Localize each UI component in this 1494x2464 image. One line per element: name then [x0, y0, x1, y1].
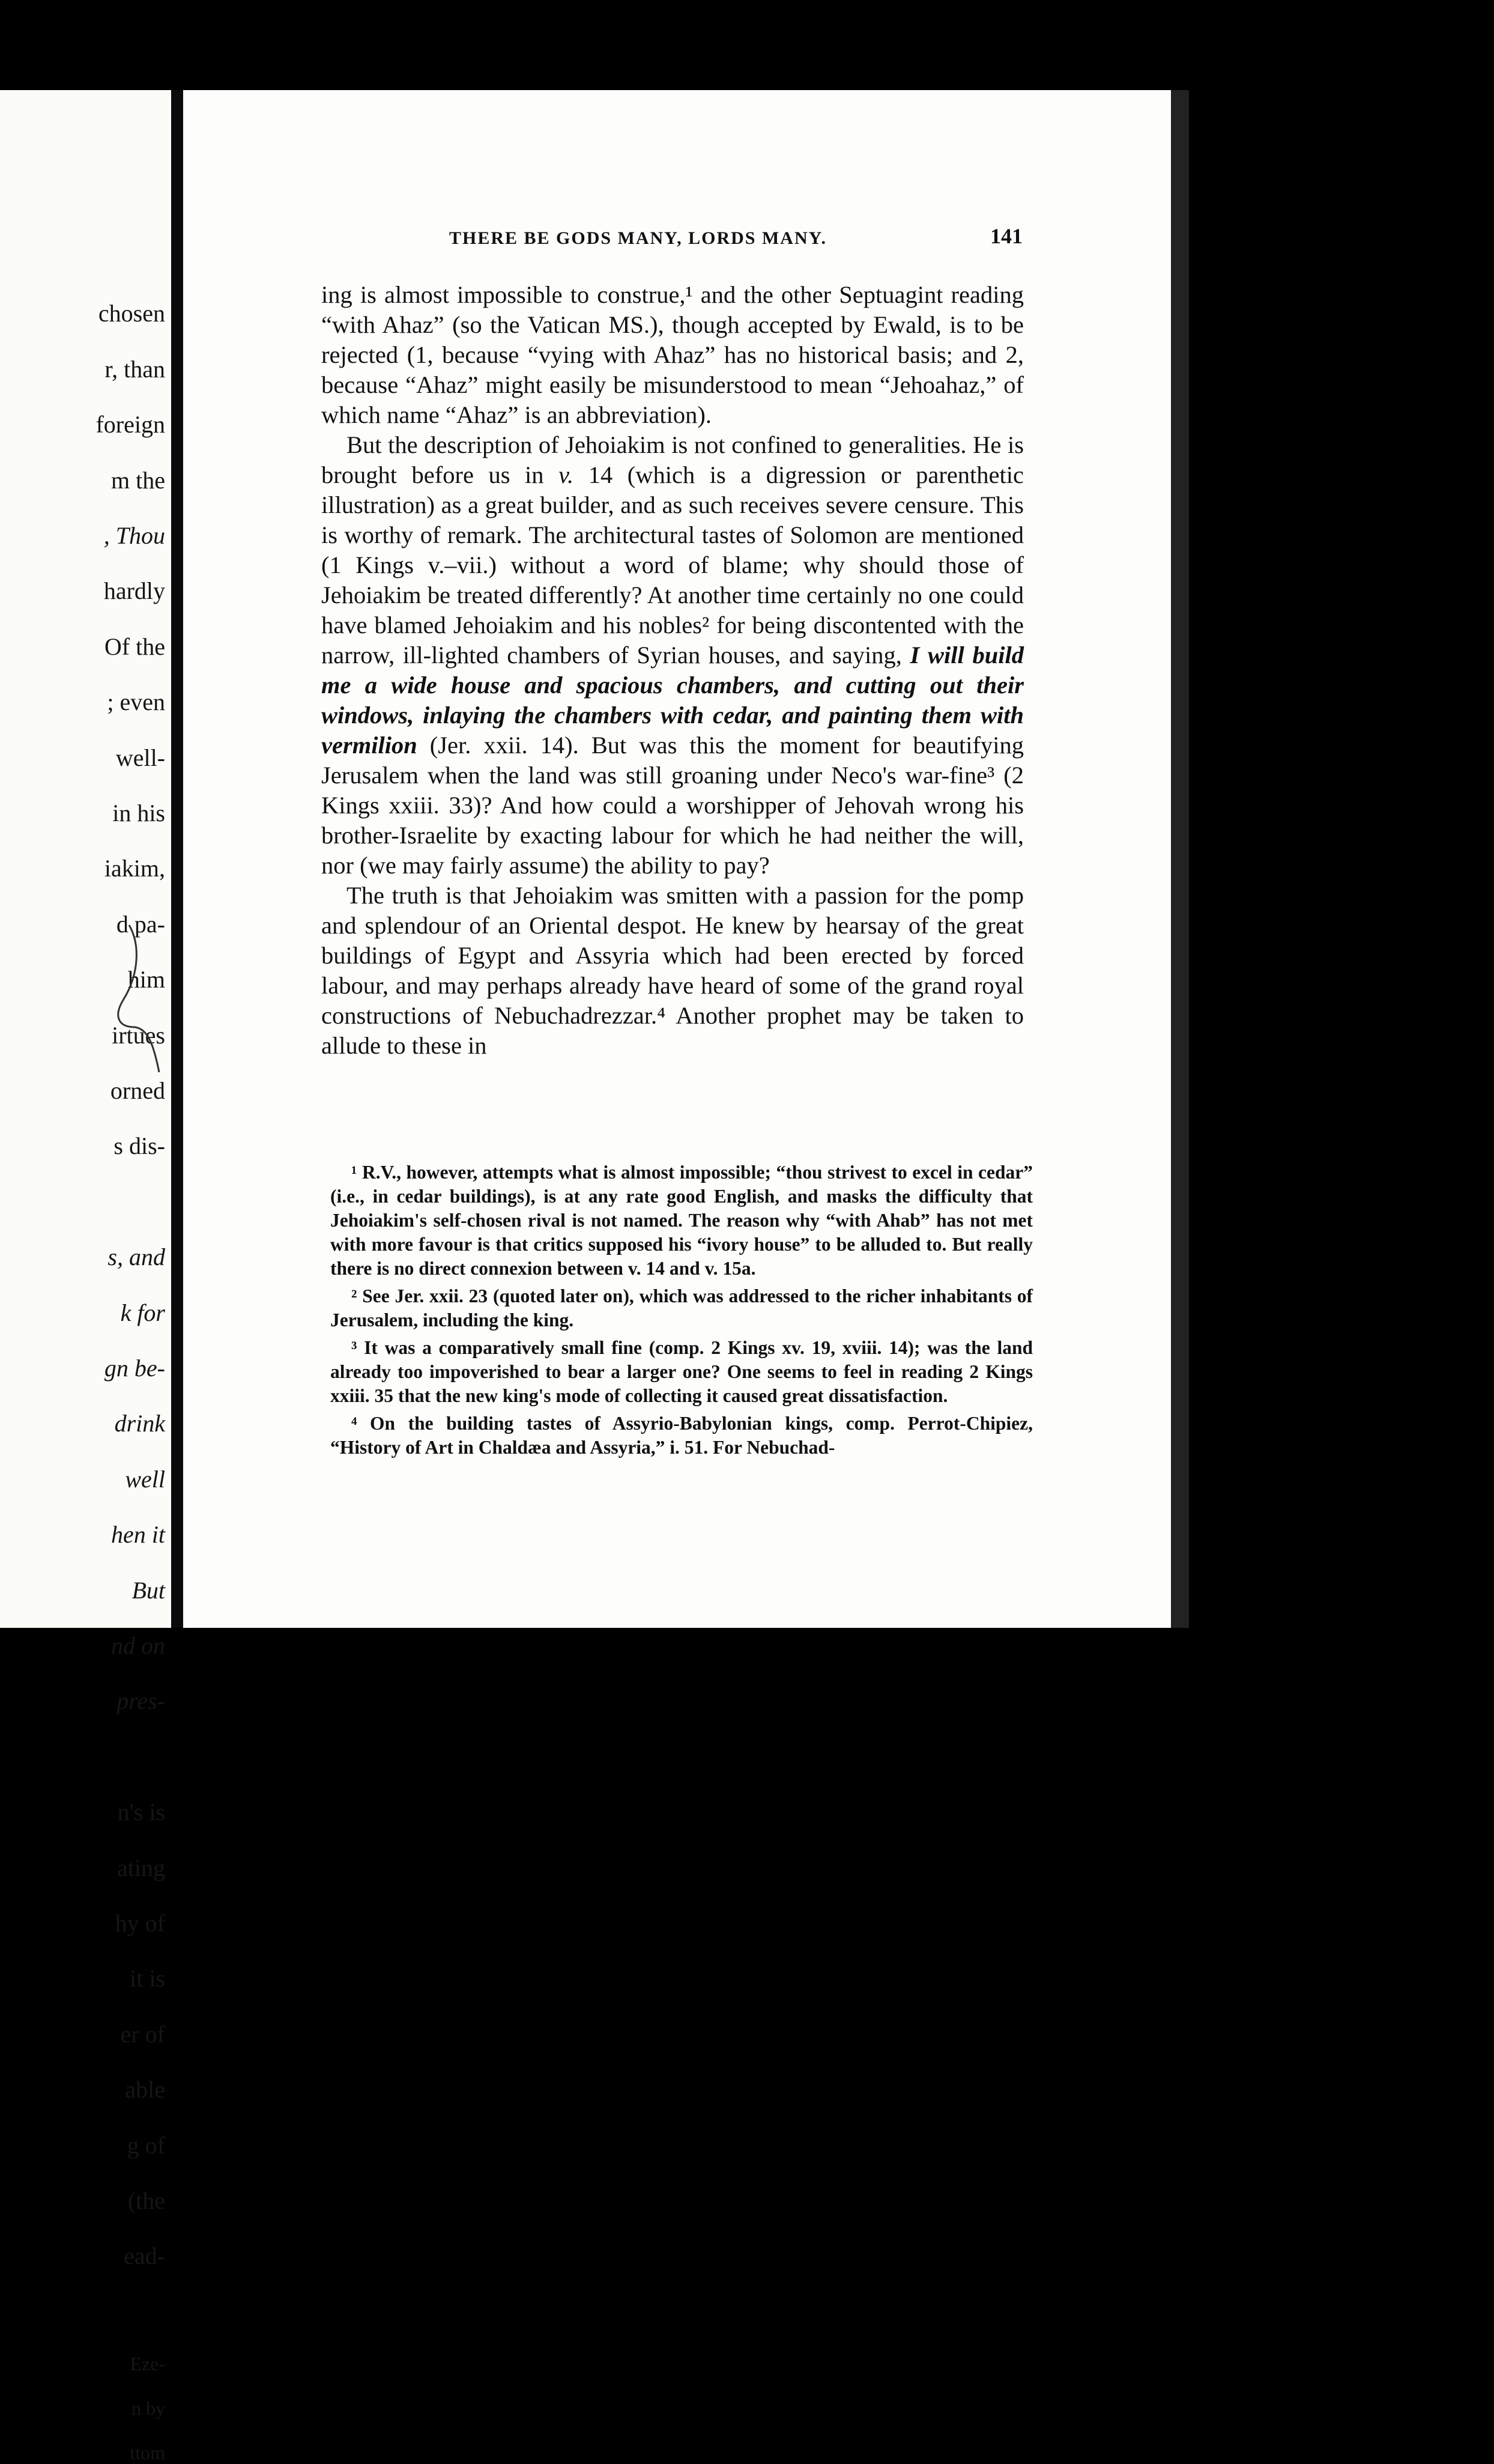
facing-page-line: gn be- [104, 1355, 165, 1382]
facing-page-line: k for [120, 1299, 165, 1326]
page-edge [1171, 90, 1189, 1628]
verse-abbrev: v. [558, 461, 574, 488]
facing-page-line: er of [120, 2020, 165, 2048]
facing-page-line: hardly [103, 577, 165, 605]
facing-page-line: able [125, 2076, 165, 2104]
facing-page-line: , Thou [103, 522, 165, 550]
footnote-4: ⁴ On the building tastes of Assyrio-Babylonian kings, comp. Perrot-Chipiez, “History of Art in Chaldæa and Assyria,” i. 51. For Nebuchad- [330, 1413, 1033, 1458]
footnote-2: ² See Jer. xxii. 23 (quoted later on), which was addressed to the richer inhabitants of Jerusalem, including the king. [330, 1285, 1033, 1331]
facing-page-line: irtues [112, 1021, 165, 1049]
facing-page-line: well [125, 1465, 165, 1493]
facing-page-line: in his [112, 800, 165, 827]
facing-page-line: chosen [98, 300, 165, 327]
facing-page-line: orned [110, 1077, 165, 1105]
facing-page-line: foreign [95, 411, 165, 438]
facing-page-line: n's is [117, 1798, 165, 1826]
footnote-1: ¹ R.V., however, attempts what is almost impossible; “thou strivest to excel in cedar” (i.e., in cedar buildings), is at any rate good English, and masks the difficulty that Jehoiakim's self-chosen rival is not named. The reason why “with Ahab” has not met with more favour is that critics supposed his “ivory house” to be alluded to. But really there is no direct connexion between v. 14 and v. 15a. [330, 1162, 1033, 1279]
facing-page-line: iakim, [104, 855, 165, 882]
pencil-mark-icon [111, 922, 171, 1078]
facing-page-line: him [127, 966, 165, 994]
running-head: THERE BE GODS MANY, LORDS MANY. [449, 228, 827, 248]
page-header [266, 221, 1023, 257]
scripture-quote: I will build me a wide house and spacious chambers, and cutting out their windows, inlaying the chambers with cedar, and painting them with vermilion [321, 642, 1024, 759]
footnote-3: ³ It was a comparatively small fine (comp. 2 Kings xv. 19, xviii. 14); was the land already too impoverished to bear a larger one? One seems to feel in reading 2 Kings xxiii. 35 that the new king's mode of collecting it caused great dissatisfaction. [330, 1337, 1033, 1406]
paragraph-1: ing is almost impossible to construe,¹ and the other Septuagint reading “with Ahaz” (so the Vatican MS.), though accepted by Ewald, is to be rejected (1, because “vying with Ahaz” has no historical basis; and 2, because “Ahaz” might easily be misunderstood to mean “Jehoahaz,” of which name “Ahaz” is an abbreviation). [321, 281, 1024, 428]
facing-page-line: hen it [111, 1521, 165, 1549]
facing-page-line: d pa- [116, 910, 165, 938]
facing-page [0, 90, 171, 2464]
facing-page-line: pres- [116, 1687, 165, 1715]
facing-page-line: ating [117, 1854, 165, 1881]
facing-page-line: m the [111, 466, 165, 494]
facing-page-line: Eze- [130, 2353, 165, 2375]
facing-page-line: But [132, 1576, 165, 1604]
facing-page-line: r, than [104, 355, 165, 383]
facing-page-line: (the [127, 2187, 165, 2215]
gutter [171, 90, 183, 1628]
paragraph-2: But the description of Jehoiakim is not confined to generalities. He is brought before us in v. 14 (which is a digression or parenthetic illustration) as a great builder, and as such receives severe censure. This is worthy of remark. The architectural tastes of Solomon are mentioned (1 Kings v.–vii.) without a word of blame; why should those of Jehoiakim be treated differently? At another time certainly no one could have blamed Jehoiakim and his nobles² for being discontented with the narrow, ill-lighted chambers of Syrian houses, and saying, I will build me a wide house and spacious chambers, and cutting out their windows, inlaying the chambers with cedar, and painting them with vermilion (Jer. xxii. 14). But was this the moment for beautifying Jerusalem when the land was still groaning under Neco's war-fine³ (2 Kings xxiii. 33)? And how could a worshipper of Jehovah wrong his brother-Israelite by exacting labour for which he had neither the will, nor (we may fairly assume) the ability to pay? [321, 431, 1024, 879]
facing-page-line: ttom [130, 2442, 165, 2464]
facing-page-line: s, and [107, 1243, 165, 1271]
facing-page-line: it is [130, 1965, 165, 1992]
facing-page-line: well- [115, 744, 165, 771]
facing-page-line: hy of [115, 1910, 165, 1937]
facing-page-line: drink [114, 1410, 165, 1437]
footnotes [330, 1161, 1033, 1463]
body-text [321, 280, 1024, 1061]
page-number: 141 [990, 224, 1023, 248]
facing-page-line: n by [132, 2397, 165, 2420]
facing-page-line: g of [127, 2131, 165, 2159]
facing-page-line: Of the [104, 633, 165, 660]
facing-page-line: ; even [107, 688, 165, 716]
facing-page-line: s dis- [113, 1132, 165, 1160]
facing-page-line: ead- [124, 2242, 165, 2270]
facing-page-line: nd on [111, 1632, 165, 1660]
paragraph-3: The truth is that Jehoiakim was smitten with a passion for the pomp and splendour of an Oriental despot. He knew by hearsay of the great buildings of Egypt and Assyria which had been erected by forced labour, and may perhaps already have heard of some of the grand royal constructions of Nebuchadrezzar.⁴ Another prophet may be taken to allude to these in [321, 882, 1024, 1059]
